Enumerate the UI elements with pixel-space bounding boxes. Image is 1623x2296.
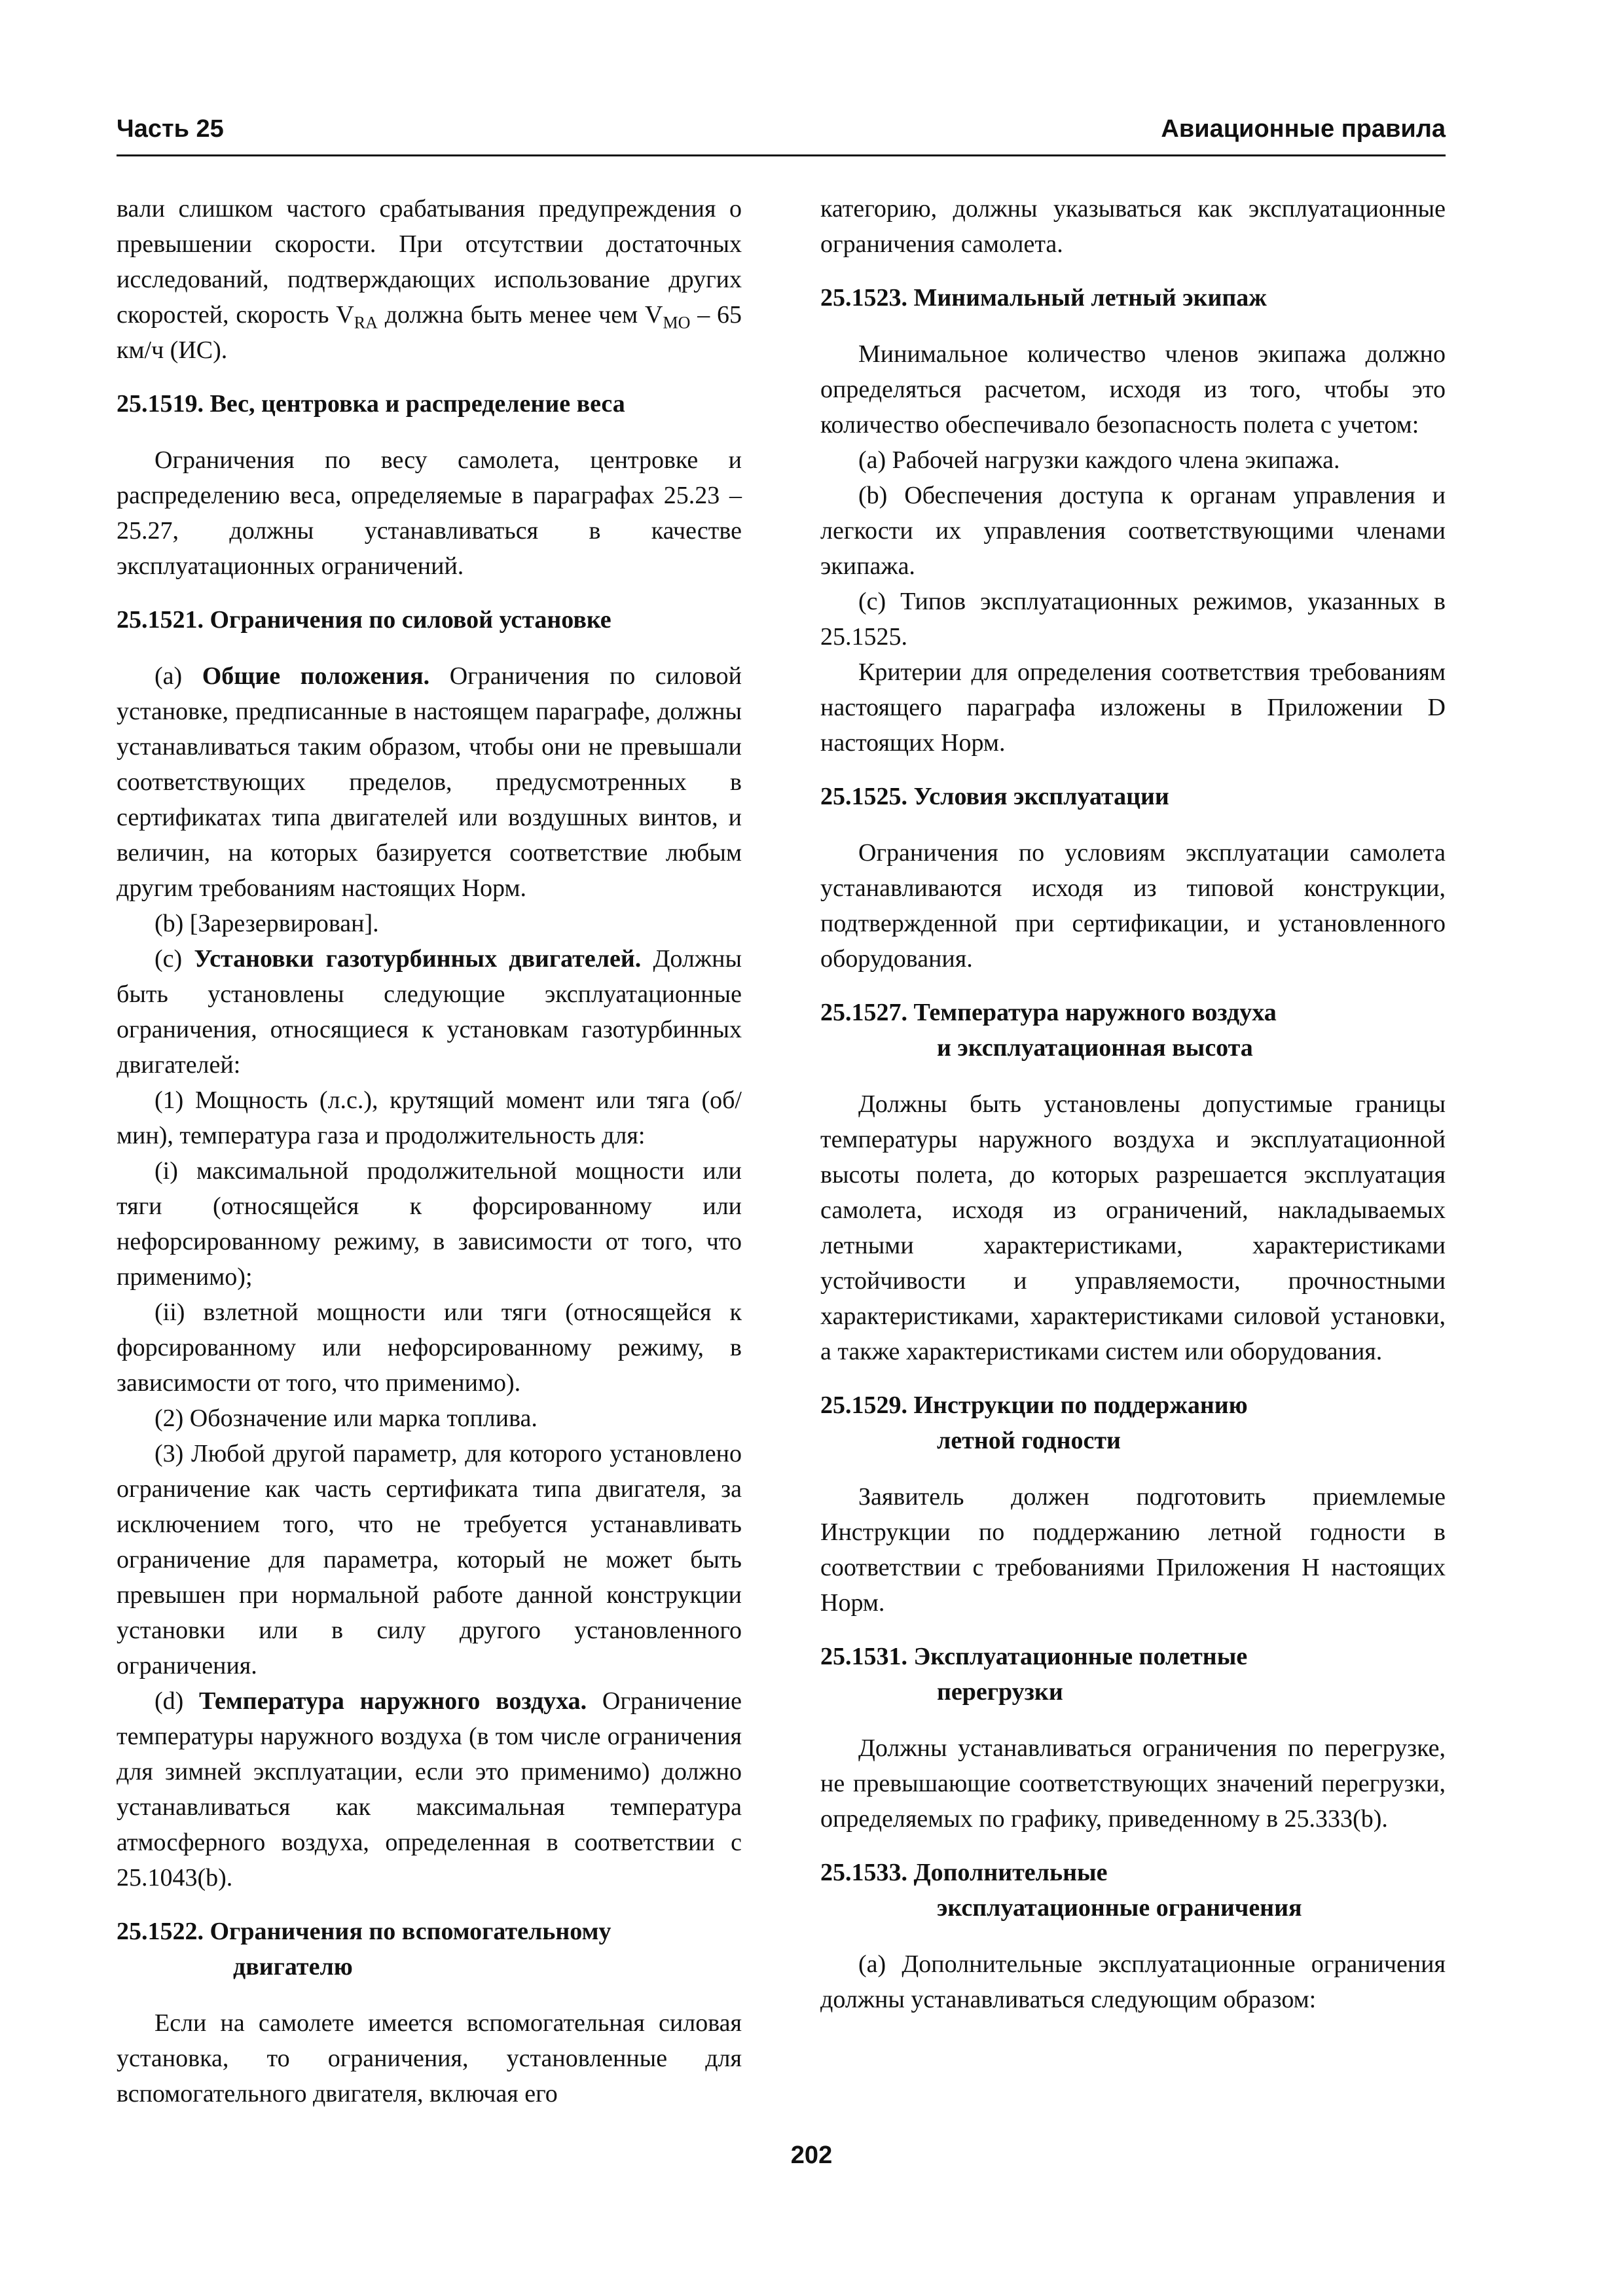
paragraph-1522: Если на самолете имеется вспомогательная силовая установка, то ограничения, установленные для вспомогательного двигателя, включая его	[117, 2009, 742, 2108]
paragraph-1523-c: (c) Типов эксплуатационных режимов, указанных в 25.1525.	[820, 588, 1446, 651]
left-column	[117, 191, 742, 2111]
page-header	[117, 115, 1446, 156]
paragraph-1531: Должны устанавливаться ограничения по перегрузке, не превышающие соответствующих значений перегрузки, определяемых по графику, приведенному в 25.333(b).	[820, 1734, 1446, 1833]
paragraph-1523-a: (a) Рабочей нагрузки каждого члена экипажа.	[858, 446, 1340, 474]
paragraph-1521-cii: (ii) взлетной мощности или тяги (относящейся к форсированному или нефорсированному режиму, в зависимости от того, что применимо).	[117, 1299, 742, 1397]
right-column	[820, 191, 1446, 2017]
heading-25-1523: 25.1523. Минимальный летный экипаж	[820, 284, 1267, 312]
paragraph-1521-a: (a) Общие положения. Ограничения по силовой установке, предписанные в настоящем параграфе, должны устанавливаться таким образом, чтобы они не превышали соответствующих пределов, предусмотренных в сертификатах типа двигателей или воздушных винтов, и величин, на которых базируется соответствие любым другим требованиям настоящих Норм.	[117, 662, 742, 902]
paragraph-1519: Ограничения по весу самолета, центровке и распределению веса, определяемые в параграфах 25.23 – 25.27, должны устанавливаться в качестве эксплуатационных ограничений.	[117, 446, 742, 580]
subscript-mo: MO	[663, 313, 691, 332]
paragraph-1521-ci: (i) максимальной продолжительной мощности или тяги (относящейся к форсированному или нефорсированному режиму, в зависимости от того, что применимо);	[117, 1157, 742, 1291]
paragraph-1521-c1: (1) Мощность (л.с.), крутящий момент или тяга (об/мин), температура газа и продолжительность для:	[117, 1086, 742, 1149]
paragraph-1533-a: (a) Дополнительные эксплуатационные ограничения должны устанавливаться следующим образом:	[820, 1950, 1446, 2013]
header-document-title: Авиационные правила	[1161, 115, 1446, 143]
page-number: 202	[790, 2142, 833, 2169]
heading-25-1527: 25.1527. Температура наружного воздуха и эксплуатационная высота	[820, 999, 1277, 1062]
paragraph-1523: Минимальное количество членов экипажа должно определяться расчетом, исходя из того, чтобы это количество обеспечивало безопасность полета с учетом:	[820, 340, 1446, 439]
paragraph-1529: Заявитель должен подготовить приемлемые Инструкции по поддержанию летной годности в соответствии с требованиями Приложения H настоящих Норм.	[820, 1483, 1446, 1617]
heading-25-1522: 25.1522. Ограничения по вспомогательному двигателю	[117, 1918, 611, 1981]
heading-25-1519: 25.1519. Вес, центровка и распределение веса	[117, 390, 625, 418]
subscript-ra: RA	[354, 313, 378, 332]
paragraph-1525: Ограничения по условиям эксплуатации самолета устанавливаются исходя из типовой конструкции, подтвержденной при сертификации, и установленного оборудования.	[820, 839, 1446, 973]
paragraph-1521-c3: (3) Любой другой параметр, для которого установлено ограничение как часть сертификата типа двигателя, за исключением того, что не требуется устанавливать ограничение для параметра, который не может быть превышен при нормальной работе данной конструкции установки или в силу другого установленного ограничения.	[117, 1440, 742, 1679]
heading-25-1531: 25.1531. Эксплуатационные полетные перегрузки	[820, 1643, 1248, 1706]
heading-25-1533: 25.1533. Дополнительные эксплуатационные ограничения	[820, 1859, 1302, 1922]
heading-25-1525: 25.1525. Условия эксплуатации	[820, 783, 1169, 810]
paragraph-1521-d: (d) Температура наружного воздуха. Ограничение температуры наружного воздуха (в том числе ограничения для зимней эксплуатации, если это применимо) должно устанавливаться как максимальная температура атмосферного воздуха, определенная в соответствии с 25.1043(b).	[117, 1687, 742, 1892]
paragraph-1527: Должны быть установлены допустимые границы температуры наружного воздуха и эксплуатационной высоты полета, до которых разрешается эксплуатация самолета, исходя из ограничений, накладываемых летными характеристиками, характеристиками устойчивости и управляемости, прочностными характеристиками, характеристиками силовой установки, а также характеристиками систем или оборудования.	[820, 1090, 1446, 1365]
header-part-label: Часть 25	[117, 115, 224, 143]
paragraph-1521-c2: (2) Обозначение или марка топлива.	[155, 1405, 538, 1432]
paragraph-1521-b: (b) [Зарезервирован].	[155, 910, 379, 937]
intro-paragraph: вали слишком частого срабатывания предупреждения о превышении скорости. При отсутствии достаточных исследований, подтверждающих использование других скоростей, скорость $V_{RA}$ должна быть менее чем $V_{MO} - 65$ км/ч (ИС).	[117, 195, 742, 364]
paragraph-1523-criteria: Критерии для определения соответствия требованиям настоящего параграфа изложены в Приложении D настоящих Норм.	[820, 658, 1446, 757]
paragraph-1521-c: (c) Установки газотурбинных двигателей. Должны быть установлены следующие эксплуатационные ограничения, относящиеся к установкам газотурбинных двигателей:	[117, 945, 742, 1079]
heading-25-1521: 25.1521. Ограничения по силовой установке	[117, 606, 611, 634]
heading-25-1529: 25.1529. Инструкции по поддержанию летной годности	[820, 1391, 1248, 1454]
continuation-paragraph: категорию, должны указываться как эксплуатационные ограничения самолета.	[820, 195, 1446, 258]
paragraph-1523-b: (b) Обеспечения доступа к органам управления и легкости их управления соответствующими членами экипажа.	[820, 482, 1446, 580]
